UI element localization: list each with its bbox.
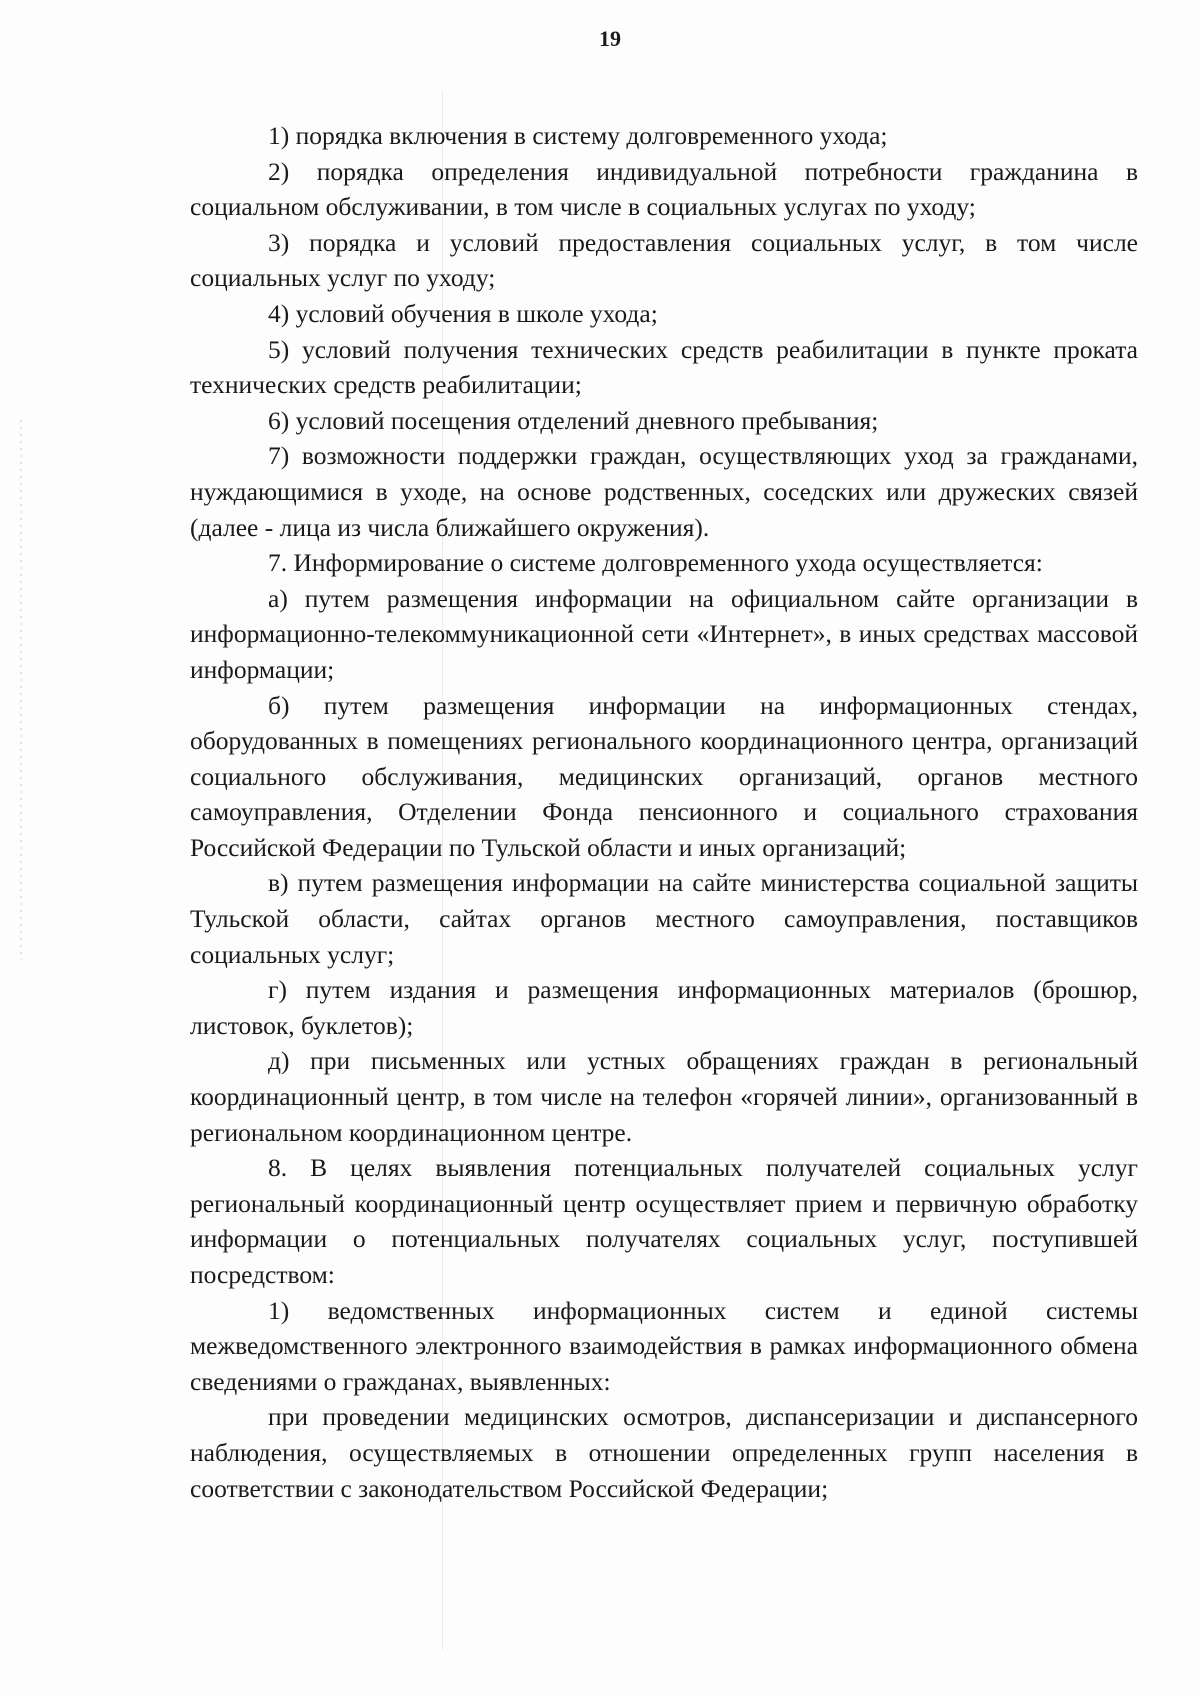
paragraph-item-d: д) при письменных или устных обращениях граждан в региональный координационный центр, в том числе на телефон «горячей линии», организованный в региональном координационном центре. [190, 1046, 1138, 1147]
paragraph-item-v: в) путем размещения информации на сайте министерства социальной защиты Тульской области, сайтах органов местного самоуправления, поставщиков социальных услуг; [190, 868, 1138, 969]
paragraph-subitem-1: 1) ведомственных информационных систем и единой системы межведомственного электронного взаимодействия в рамках информационного обмена сведениями о гражданах, выявленных: [190, 1295, 1138, 1396]
paragraph-item-b: б) путем размещения информации на информационных стендах, оборудованных в помещениях регионального координационного центра, организаций социального обслуживания, медицинских организаций, органов местного самоуправления, Отделении Фонда пенсионного и социального страхования Российской Федерации по Тульской области и иных организаций; [190, 690, 1138, 862]
paragraph-item-6: 6) условий посещения отделений дневного пребывания; [268, 405, 879, 435]
paragraph-item-1: 1) порядка включения в систему долговременного ухода; [268, 121, 888, 150]
paragraph-item-3: 3) порядка и условий предоставления социальных услуг, в том числе социальных услуг по уходу; [190, 227, 1138, 293]
paragraph-section-8: 8. В целях выявления потенциальных получателей социальных услуг региональный координационный центр осуществляет прием и первичную обработку информации о потенциальных получателях социальных услуг, поступившей посредством: [190, 1153, 1138, 1289]
paragraph-item-a: а) путем размещения информации на официальном сайте организации в информационно-телекоммуникационной сети «Интернет», в иных средствах массовой информации; [190, 583, 1138, 684]
paragraph-subitem-medical: при проведении медицинских осмотров, диспансеризации и диспансерного наблюдения, осуществляемых в отношении определенных групп населения в соответствии с законодательством Российской Федерации; [190, 1402, 1138, 1503]
scan-edge-artifact [20, 420, 22, 960]
paragraph-item-g: г) путем издания и размещения информационных материалов (брошюр, листовок, буклетов); [190, 975, 1138, 1040]
paragraph-item-4: 4) условий обучения в школе ухода; [268, 298, 658, 328]
page-number: 19 [599, 26, 621, 51]
paragraph-item-2: 2) порядка определения индивидуальной потребности гражданина в социальном обслуживании, в том числе в социальных услугах по уходу; [190, 156, 1138, 222]
paragraph-item-7: 7) возможности поддержки граждан, осуществляющих уход за гражданами, нуждающимися в уходе, на основе родственных, соседских или дружеских связей (далее - лица из числа ближайшего окружения). [190, 441, 1138, 542]
paragraph-item-5: 5) условий получения технических средств реабилитации в пункте проката технических средств реабилитации; [190, 334, 1138, 400]
document-body [190, 118, 1138, 1506]
paragraph-section-7: 7. Информирование о системе долговременного ухода осуществляется: [268, 548, 1043, 578]
